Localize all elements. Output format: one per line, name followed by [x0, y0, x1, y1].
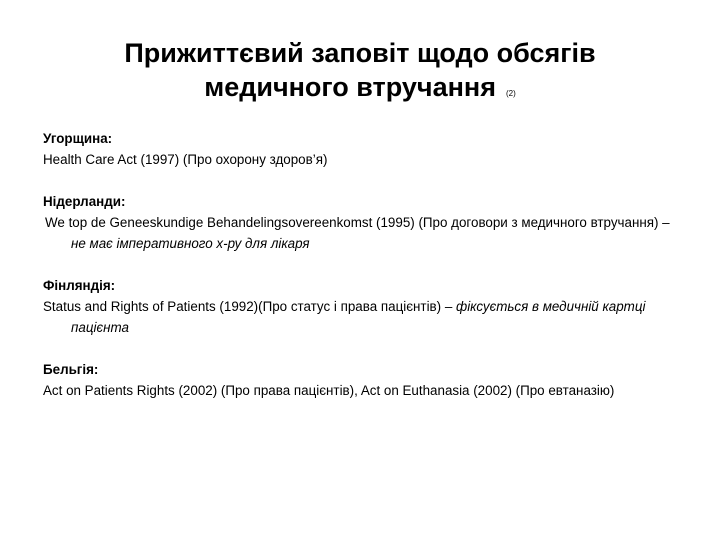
title-footnote-marker: (2): [506, 89, 516, 98]
country-label: Угорщина:: [43, 131, 113, 146]
law-emphasis: не має імперативного х-ру для лікаря: [71, 236, 310, 251]
law-text: Act on Patients Rights (2002) (Про права пацієнтів), Act on Euthanasia (2002) (Про евтаназію): [43, 383, 615, 398]
section-belgium: [43, 359, 673, 401]
country-label: Фінляндія:: [43, 278, 116, 293]
title-line-2-wrap: [60, 70, 660, 111]
law-entry: [43, 296, 673, 338]
country-label: Бельгія:: [43, 362, 99, 377]
law-entry: [43, 380, 673, 401]
slide-title: [60, 36, 660, 111]
law-text: We top de Geneeskundige Behandelingsovereenkomst (1995) (Про договори з медичного втручання) –: [45, 215, 670, 230]
law-entry: [43, 212, 673, 254]
content-body: [43, 128, 673, 422]
title-line-2: медичного втручання: [204, 72, 496, 102]
law-text: Health Care Act (1997) (Про охорону здоров’я): [43, 152, 328, 167]
section-finland: [43, 275, 673, 338]
title-line-1: Прижиттєвий заповіт щодо обсягів: [124, 38, 596, 68]
section-netherlands: [43, 191, 673, 254]
country-label: Нідерланди:: [43, 194, 126, 209]
law-emphasis: фіксується в медичній картці пацієнта: [71, 299, 646, 335]
law-entry: [43, 149, 673, 170]
section-hungary: [43, 128, 673, 170]
law-text: Status and Rights of Patients (1992)(Про статус і права пацієнтів) –: [43, 299, 457, 314]
